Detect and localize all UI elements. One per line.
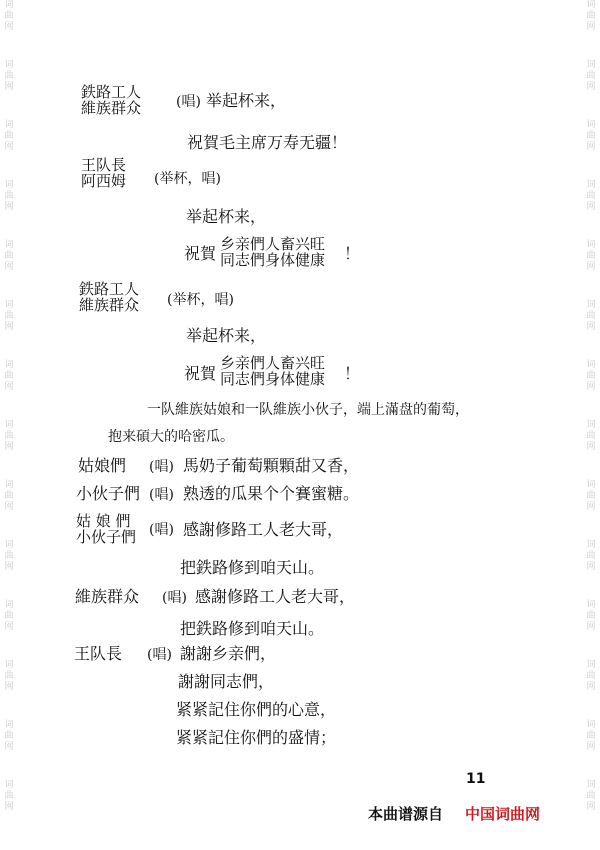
watermark-char: 曲 [586,731,596,741]
watermark-char: 词 [586,360,596,370]
watermark-char: 网 [4,682,14,692]
watermark-char: 曲 [4,191,14,201]
watermark-char: 网 [4,742,14,752]
lyric-brace-group [220,236,325,268]
watermark-char: 网 [586,562,596,572]
watermark-char: 词 [4,720,14,730]
watermark-char: 曲 [4,311,14,321]
watermark-char: 曲 [4,131,14,141]
watermark-char: 词 [4,180,14,190]
source-credit [368,803,540,824]
stage-direction: (唱) [149,459,174,475]
lyric-line: 举起杯来， [206,91,287,110]
lyric-line-upper: 乡亲們人畜兴旺 [220,354,326,372]
watermark-char: 曲 [586,671,596,681]
watermark-char: 曲 [586,311,596,321]
speaker-captain-wang: 王队長 [81,156,127,174]
watermark-char: 曲 [4,611,14,621]
watermark-char: 曲 [586,71,596,81]
watermark-char: 词 [586,780,596,790]
watermark-char: 词 [586,120,596,130]
lyric-line: 謝謝乡亲們， [180,644,277,663]
lyric-line: 謝謝同志們， [178,672,275,691]
watermark-char: 网 [586,382,596,392]
site-name-link[interactable]: 中国词曲网 [465,805,541,823]
stage-direction: (举杯，唱) [167,292,234,308]
watermark-char: 词 [4,480,14,490]
lyric-end-mark: ！ [344,364,361,383]
watermark-char: 曲 [586,11,596,21]
watermark-char: 网 [586,82,596,92]
lyric-line: 举起杯来， [186,207,267,226]
page-number: 11 [466,771,486,787]
speaker-uyghur-masses: 維族群众 [79,296,140,314]
speaker-railway-workers: 鉄路工人 [79,280,140,298]
watermark-char: 词 [4,780,14,790]
watermark-right [584,0,598,850]
stage-direction: (唱) [149,487,174,503]
watermark-char: 网 [586,502,596,512]
watermark-char: 曲 [4,251,14,261]
watermark-char: 词 [586,0,596,10]
speaker-boys: 小伙子們 [76,528,137,546]
watermark-char: 网 [4,142,14,152]
lyric-line: 感謝修路工人老大哥， [195,587,356,606]
watermark-char: 网 [4,802,14,812]
lyric-line-lower: 同志們身体健康 [220,370,326,388]
watermark-char: 网 [586,622,596,632]
watermark-char: 词 [586,720,596,730]
watermark-char: 曲 [586,131,596,141]
lyric-line: 馬奶子葡萄顆顆甜又香， [183,456,360,475]
watermark-char: 网 [4,622,14,632]
watermark-char: 词 [4,600,14,610]
watermark-char: 曲 [4,791,14,801]
watermark-char: 网 [586,802,596,812]
watermark-char: 网 [4,562,14,572]
watermark-char: 词 [586,480,596,490]
speaker-boys: 小伙子們 [76,484,141,503]
watermark-char: 词 [586,180,596,190]
watermark-char: 曲 [4,671,14,681]
watermark-char: 曲 [586,431,596,441]
watermark-char: 词 [4,660,14,670]
speaker-group-captain-ahim [81,157,126,189]
lyric-line: 感謝修路工人老大哥， [183,520,344,539]
watermark-char: 网 [586,142,596,152]
watermark-char: 词 [586,540,596,550]
stage-direction: (唱) [162,590,187,606]
speaker-ahim: 阿西姆 [81,172,127,190]
watermark-char: 词 [4,60,14,70]
watermark-char: 网 [586,322,596,332]
watermark-char: 网 [4,382,14,392]
source-label: 本曲谱源自 [368,805,444,823]
speaker-group-girls-boys [76,513,136,545]
watermark-char: 网 [4,322,14,332]
watermark-char: 曲 [4,551,14,561]
lyric-line: 把鉄路修到咱天山。 [180,558,325,577]
watermark-char: 网 [586,442,596,452]
watermark-char: 词 [586,420,596,430]
watermark-char: 网 [4,502,14,512]
stage-direction: (唱) [149,522,174,538]
watermark-char: 词 [4,240,14,250]
lyric-line-lower: 同志們身体健康 [220,251,326,269]
lyric-line-upper: 乡亲們人畜兴旺 [220,235,326,253]
watermark-char: 曲 [4,491,14,501]
lyric-line: 举起杯来， [186,326,267,345]
watermark-char: 曲 [4,431,14,441]
watermark-char: 曲 [586,491,596,501]
watermark-char: 词 [586,60,596,70]
watermark-char: 曲 [586,371,596,381]
stage-direction: (唱) [176,94,201,110]
watermark-char: 曲 [586,251,596,261]
watermark-char: 网 [4,262,14,272]
lyric-brace-group [220,355,325,387]
watermark-char: 网 [586,22,596,32]
lyric-prefix: 祝賀 [184,364,217,383]
watermark-char: 网 [4,442,14,452]
watermark-char: 词 [4,300,14,310]
watermark-char: 网 [586,262,596,272]
watermark-char: 网 [586,742,596,752]
watermark-char: 曲 [586,791,596,801]
speaker-uyghur-masses: 維族群众 [75,587,140,606]
watermark-char: 词 [586,240,596,250]
watermark-char: 曲 [586,611,596,621]
lyric-line: 熟透的瓜果个个賽蜜糖。 [183,484,360,503]
stage-direction: (唱) [147,647,172,663]
watermark-char: 词 [4,420,14,430]
watermark-char: 曲 [4,71,14,81]
watermark-char: 词 [586,600,596,610]
watermark-char: 词 [4,540,14,550]
speaker-girls: 姑娘們 [78,456,127,475]
lyric-end-mark: ！ [344,244,361,263]
stage-direction-paragraph: 抱来碩大的哈密瓜。 [108,429,234,445]
watermark-char: 曲 [4,371,14,381]
watermark-char: 词 [586,300,596,310]
lyric-prefix: 祝賀 [184,244,217,263]
lyric-line: 祝賀毛主席万寿无疆！ [187,133,348,152]
speaker-girls: 姑 娘 們 [76,512,131,530]
speaker-railway-workers: 鉄路工人 [81,83,142,101]
speaker-uyghur-masses: 維族群众 [81,99,142,117]
watermark-char: 网 [586,682,596,692]
stage-direction-paragraph: 一队維族姑娘和一队維族小伙子，端上滿盘的葡萄， [147,402,469,418]
watermark-char: 网 [4,22,14,32]
watermark-char: 曲 [586,191,596,201]
watermark-char: 词 [4,120,14,130]
watermark-char: 曲 [4,11,14,21]
watermark-char: 网 [586,202,596,212]
watermark-char: 网 [4,202,14,212]
speaker-group-railway-uyghur [81,84,141,116]
speaker-group-railway-uyghur [79,281,139,313]
watermark-char: 词 [586,660,596,670]
watermark-char: 词 [4,0,14,10]
lyric-line: 把鉄路修到咱天山。 [180,619,325,638]
stage-direction: (举杯，唱) [154,171,221,187]
watermark-left [2,0,16,850]
speaker-captain-wang: 王队長 [74,644,123,663]
watermark-char: 词 [4,360,14,370]
lyric-line: 紧紧記住你們的盛情； [176,728,337,747]
watermark-char: 网 [4,82,14,92]
lyric-line: 紧紧記住你們的心意， [176,700,337,719]
watermark-char: 曲 [586,551,596,561]
watermark-char: 曲 [4,731,14,741]
